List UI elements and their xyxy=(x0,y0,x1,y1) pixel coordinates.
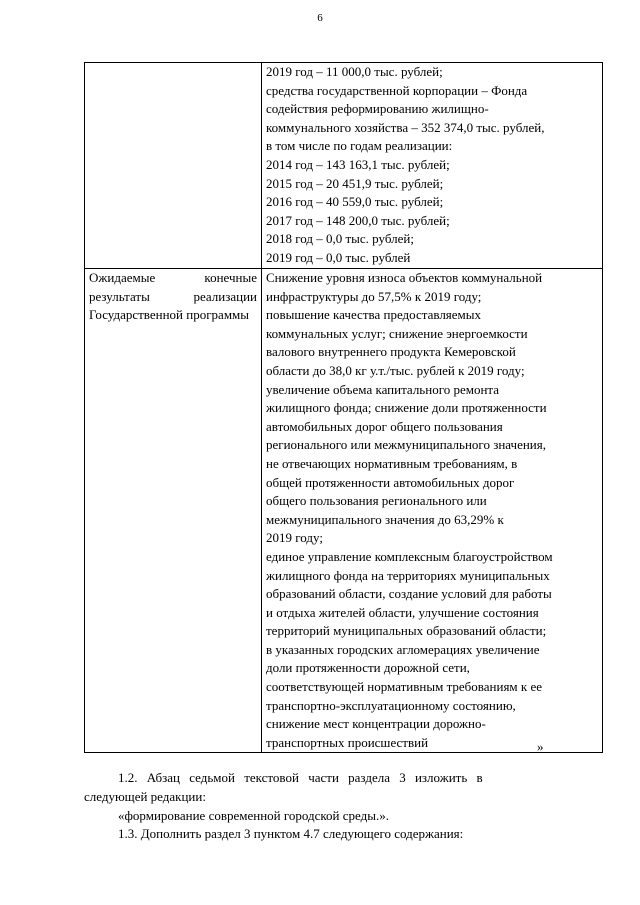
results-line: соответствующей нормативным требованиям к ее xyxy=(266,679,543,695)
results-line: автомобильных дорог общего пользования xyxy=(266,418,503,434)
results-line: увеличение объема капитального ремонта xyxy=(266,381,500,397)
results-line: коммунальных услуг; снижение энергоемкости xyxy=(266,325,528,341)
results-line: межмуниципального значения до 63,29% к xyxy=(266,511,504,527)
results-line: и отдыха жителей области, улучшение состояния xyxy=(266,604,539,620)
results-line: единое управление комплексным благоустройством xyxy=(266,548,553,564)
financing-line: 2016 год – 40 559,0 тыс. рублей; xyxy=(266,194,444,210)
results-line: территорий муниципальных образований области; xyxy=(266,623,547,639)
financing-line: содействия реформированию жилищно- xyxy=(266,101,489,117)
financing-line: 2019 год – 11 000,0 тыс. рублей; xyxy=(266,64,443,79)
results-line: валового внутреннего продукта Кемеровской xyxy=(266,344,516,360)
closing-quote: » xyxy=(537,739,544,754)
financing-label-cell xyxy=(85,63,262,269)
page-number: 6 xyxy=(317,12,323,24)
results-line: повышение качества предоставляемых xyxy=(266,307,482,323)
program-passport-table xyxy=(84,62,603,753)
results-value-cell xyxy=(262,269,603,753)
results-line: образований области, создание условий для работы xyxy=(266,586,552,602)
results-line: жилищного фонда; снижение доли протяженности xyxy=(266,400,547,416)
results-line: транспортных происшествий xyxy=(266,734,429,750)
results-line: жилищного фонда на территориях муниципальных xyxy=(266,567,550,583)
amendment-text xyxy=(84,769,603,844)
financing-line: в том числе по годам реализации: xyxy=(266,138,453,154)
financing-line: 2018 год – 0,0 тыс. рублей; xyxy=(266,231,414,247)
financing-line: коммунального хозяйства – 352 374,0 тыс. рублей, xyxy=(266,119,545,135)
financing-line: 2019 год – 0,0 тыс. рублей xyxy=(266,249,411,265)
table-row-results xyxy=(85,269,603,753)
financing-value-cell xyxy=(262,63,603,269)
results-line: снижение мест концентрации дорожно- xyxy=(266,716,486,732)
results-line: области до 38,0 кг у.т./тыс. рублей к 2019 году; xyxy=(266,362,525,378)
results-line: инфраструктуры до 57,5% к 2019 году; xyxy=(266,288,482,304)
results-line: транспортно-эксплуатационному состоянию, xyxy=(266,697,516,713)
results-line: доли протяженности дорожной сети, xyxy=(266,660,470,676)
paragraph-quoted-text: «формирование современной городской среды.». xyxy=(118,807,389,823)
table-row-financing xyxy=(85,63,603,269)
results-line: 2019 году; xyxy=(266,530,323,546)
financing-line: средства государственной корпорации – Фонда xyxy=(266,82,528,98)
financing-line: 2014 год – 143 163,1 тыс. рублей; xyxy=(266,156,450,172)
results-label-cell: Ожидаемые конечные результаты реализации Государственной программы xyxy=(85,269,262,753)
results-line: регионального или межмуниципального значения, xyxy=(266,437,546,453)
paragraph-1-2-second-line: следующей редакции: xyxy=(84,788,206,804)
results-line: Снижение уровня износа объектов коммунальной xyxy=(266,270,543,285)
results-line: общей протяженности автомобильных дорог xyxy=(266,474,515,490)
paragraph-1-3: 1.3. Дополнить раздел 3 пунктом 4.7 следующего содержания: xyxy=(118,826,464,842)
results-line: не отвечающих нормативным требованиям, в xyxy=(266,455,518,471)
results-line: общего пользования регионального или xyxy=(266,493,487,509)
financing-line: 2017 год – 148 200,0 тыс. рублей; xyxy=(266,212,450,228)
results-line: в указанных городских агломерациях увеличение xyxy=(266,641,540,657)
paragraph-1-2-first-line: 1.2. Абзац седьмой текстовой части раздела 3 изложить в xyxy=(118,770,483,785)
financing-line: 2015 год – 20 451,9 тыс. рублей; xyxy=(266,175,444,191)
